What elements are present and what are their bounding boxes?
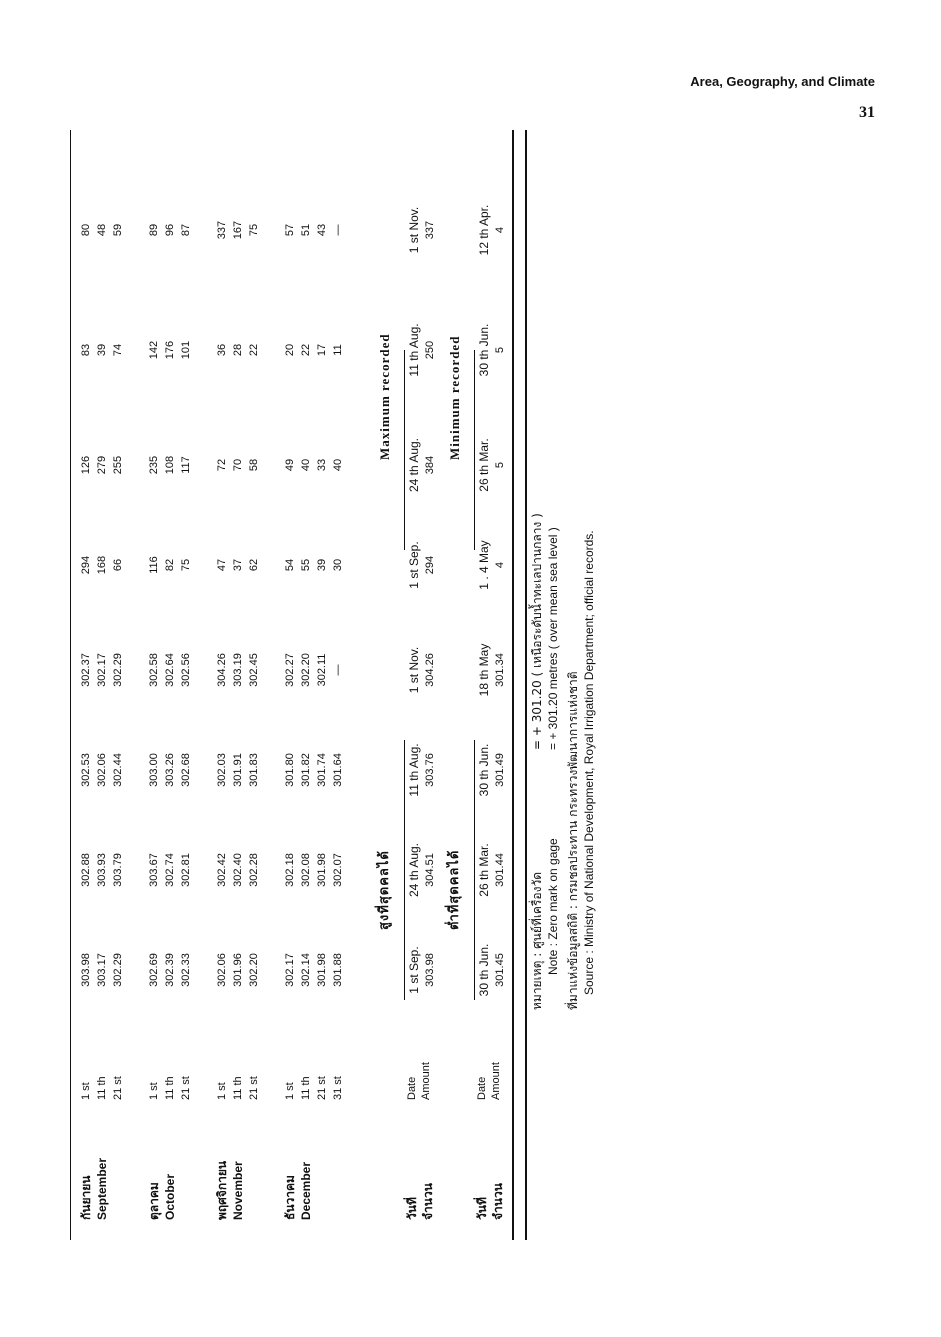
min-date: 18 th May <box>477 643 491 697</box>
table-cell: 83 <box>80 343 92 357</box>
table-cell: 59 <box>112 223 124 237</box>
table-cell: 301.98 <box>316 953 328 987</box>
min-date: 1 . 4 May <box>477 540 491 590</box>
table-cell: 20 <box>284 343 296 357</box>
table-cell: 39 <box>316 558 328 572</box>
table-cell: 49 <box>284 458 296 472</box>
max-date: 24 th Aug. <box>407 842 421 898</box>
table-cell: 302.40 <box>232 853 244 887</box>
max-date: 1 st Sep. <box>407 541 421 589</box>
max-title: Maximum recorded <box>377 333 392 460</box>
table-cell: 70 <box>232 458 244 472</box>
max-amount: 337 <box>424 220 436 240</box>
table-cell: 302.53 <box>80 753 92 787</box>
table-cell: 101 <box>180 340 192 360</box>
table-cell: 28 <box>232 343 244 357</box>
day-label: 11 th <box>96 1076 108 1100</box>
table-cell: 302.20 <box>300 653 312 687</box>
table-cell: 302.33 <box>180 953 192 987</box>
min-amount: 301.49 <box>494 753 506 787</box>
max-amount: 304.26 <box>424 653 436 687</box>
month-thai-label: กันยายน <box>79 1175 93 1220</box>
table-cell: 303.93 <box>96 853 108 887</box>
day-label: 1 st <box>148 1082 160 1100</box>
table-cell: 302.64 <box>164 653 176 687</box>
table-cell: 303.67 <box>148 853 160 887</box>
table-cell: 301.83 <box>248 753 260 787</box>
max-date-label-thai: วันที่ <box>405 1197 419 1220</box>
max-thai-title: สูงที่สุดคลได้ <box>377 850 392 930</box>
min-title-rule-right <box>474 350 475 550</box>
table-cell: 40 <box>332 458 344 472</box>
day-label: 1 st <box>284 1082 296 1100</box>
table-cell: 17 <box>316 343 328 357</box>
day-label: 1 st <box>80 1082 92 1100</box>
table-cell: 337 <box>216 220 228 240</box>
table-cell: 54 <box>284 558 296 572</box>
min-amount: 301.34 <box>494 653 506 687</box>
table-cell: 116 <box>148 556 160 574</box>
max-date-label: Date <box>406 1076 418 1100</box>
table-cell: 302.06 <box>216 953 228 987</box>
day-label: 11 th <box>232 1076 244 1100</box>
table-cell: 302.07 <box>332 853 344 887</box>
rotated-table <box>70 130 630 1230</box>
table-cell: 301.98 <box>316 853 328 887</box>
table-cell: 302.81 <box>180 853 192 887</box>
table-cell: 301.88 <box>332 953 344 987</box>
table-cell: 22 <box>248 343 260 357</box>
min-amount-label-thai: จำนวน <box>491 1183 505 1220</box>
table-cell: 302.45 <box>248 653 260 687</box>
max-date: 1 st Nov. <box>407 206 421 254</box>
table-cell: 117 <box>180 456 192 474</box>
group-divider <box>70 800 71 895</box>
thai-source: ที่มาแห่งข้อมูลสถิติ : กรมชลประทาน กระทรวงพัฒนาการแห่งชาติ <box>566 671 580 1010</box>
month-thai-label: ตุลาคม <box>147 1182 161 1220</box>
max-amount: 304.51 <box>424 853 436 887</box>
table-cell: 75 <box>248 223 260 237</box>
max-date: 24 th Aug. <box>407 437 421 493</box>
max-amount: 384 <box>424 455 436 475</box>
table-cell: 176 <box>164 340 176 360</box>
table-cell: 47 <box>216 558 228 572</box>
group-divider <box>70 590 71 685</box>
table-cell: 302.42 <box>216 853 228 887</box>
table-cell: 142 <box>148 340 160 360</box>
table-cell: 302.20 <box>248 953 260 987</box>
table-cell: 302.17 <box>96 653 108 687</box>
table-cell: 302.68 <box>180 753 192 787</box>
min-title-rule <box>474 740 475 1000</box>
table-cell: 302.14 <box>300 953 312 987</box>
max-date: 11 th Aug. <box>407 743 421 797</box>
table-cell: 11 <box>332 344 344 356</box>
table-cell: 37 <box>232 558 244 572</box>
min-date: 30 th Jun. <box>477 743 491 797</box>
table-cell: 302.27 <box>284 653 296 687</box>
table-cell: 108 <box>164 455 176 475</box>
table-cell: 303.79 <box>112 853 124 887</box>
table-cell: 302.29 <box>112 653 124 687</box>
max-amount: 303.76 <box>424 753 436 787</box>
table-cell: 126 <box>80 455 92 475</box>
table-cell: 279 <box>96 455 108 475</box>
table-cell: 302.74 <box>164 853 176 887</box>
table-rule-top <box>525 130 527 1240</box>
table-cell: 87 <box>180 223 192 237</box>
table-cell: 304.26 <box>216 653 228 687</box>
table-cell: 57 <box>284 223 296 237</box>
min-amount: 4 <box>494 226 506 234</box>
max-title-rule <box>404 740 405 1000</box>
table-cell: 58 <box>248 458 260 472</box>
page-number: 31 <box>859 104 875 121</box>
day-label: 11 th <box>300 1076 312 1100</box>
max-amount-label: Amount <box>420 1062 432 1100</box>
min-amount: 301.45 <box>494 953 506 987</box>
month-english-label: October <box>163 1173 177 1220</box>
table-cell: 39 <box>96 343 108 357</box>
table-cell: 302.28 <box>248 853 260 887</box>
thai-note-value: = + 301.20 ( เหนือระดับน้ำทะเลปานกลาง ) <box>530 513 544 750</box>
table-cell: 294 <box>80 555 92 575</box>
table-cell: 302.18 <box>284 853 296 887</box>
min-date: 30 th Jun. <box>477 323 491 377</box>
min-date: 26 th Mar. <box>477 438 491 492</box>
source: Source : Ministry of National Development, Royal Irrigation Department; official records. <box>582 530 596 995</box>
min-amount: 301.44 <box>494 853 506 887</box>
table-cell: 303.98 <box>80 953 92 987</box>
table-cell: — <box>332 664 344 676</box>
min-date-label-thai: วันที่ <box>475 1197 489 1220</box>
max-title-rule-right <box>404 350 405 550</box>
table-cell: 301.96 <box>232 953 244 987</box>
max-amount: 303.98 <box>424 953 436 987</box>
table-cell: 80 <box>80 223 92 237</box>
table-cell: 302.08 <box>300 853 312 887</box>
table-cell: 301.91 <box>232 753 244 787</box>
max-date: 1 st Sep. <box>407 946 421 994</box>
min-date-label: Date <box>476 1076 488 1100</box>
min-date: 26 th Mar. <box>477 843 491 897</box>
min-date: 12 th Apr. <box>477 204 491 256</box>
table-cell: 82 <box>164 558 176 572</box>
table-cell: 302.56 <box>180 653 192 687</box>
max-date: 1 st Nov. <box>407 646 421 694</box>
table-cell: 301.64 <box>332 753 344 787</box>
table-cell: 167 <box>232 220 244 240</box>
group-divider <box>70 920 71 1020</box>
min-thai-title: ต่ำที่สุดคลได้ <box>447 849 462 930</box>
month-thai-label: พฤศจิกายน <box>215 1160 229 1220</box>
table-cell: 255 <box>112 455 124 475</box>
thai-note: หมายเหตุ : ศูนย์ที่เครื่องวัด <box>530 872 544 1010</box>
day-label: 21 st <box>180 1076 192 1100</box>
table-cell: 33 <box>316 458 328 472</box>
day-label: 11 th <box>164 1076 176 1100</box>
table-cell: — <box>332 224 344 236</box>
table-cell: 66 <box>112 558 124 572</box>
table-cell: 75 <box>180 558 192 572</box>
table-cell: 55 <box>300 558 312 572</box>
table-cell: 51 <box>300 223 312 237</box>
table-cell: 303.00 <box>148 753 160 787</box>
day-label: 1 st <box>216 1082 228 1100</box>
table-cell: 303.26 <box>164 753 176 787</box>
min-title: Minimum recorded <box>447 335 462 460</box>
table-cell: 72 <box>216 458 228 472</box>
table-cell: 302.17 <box>284 953 296 987</box>
day-label: 31 st <box>332 1076 344 1100</box>
table-cell: 43 <box>316 223 328 237</box>
table-cell: 48 <box>96 223 108 237</box>
table-cell: 302.03 <box>216 753 228 787</box>
table-cell: 302.39 <box>164 953 176 987</box>
table-cell: 74 <box>112 343 124 357</box>
group-divider <box>70 460 71 555</box>
table-cell: 301.74 <box>316 753 328 787</box>
min-date: 30 th Jun. <box>477 943 491 997</box>
table-cell: 36 <box>216 343 228 357</box>
table-cell: 302.58 <box>148 653 160 687</box>
table-cell: 302.37 <box>80 653 92 687</box>
max-amount: 294 <box>424 555 436 575</box>
month-english-label: November <box>231 1161 245 1220</box>
table-cell: 235 <box>148 455 160 475</box>
month-english-label: December <box>299 1161 313 1220</box>
table-cell: 62 <box>248 558 260 572</box>
max-amount-label-thai: จำนวน <box>421 1183 435 1220</box>
table-cell: 302.44 <box>112 753 124 787</box>
table-cell: 301.82 <box>300 753 312 787</box>
day-label: 21 st <box>112 1076 124 1100</box>
min-amount: 4 <box>494 561 506 569</box>
day-label: 21 st <box>248 1076 260 1100</box>
table-cell: 303.19 <box>232 653 244 687</box>
table-cell: 302.88 <box>80 853 92 887</box>
table-cell: 168 <box>96 555 108 575</box>
month-english-label: September <box>95 1157 109 1220</box>
running-header: Area, Geography, and Climate <box>690 74 875 89</box>
month-thai-label: ธันวาคม <box>283 1175 297 1220</box>
group-divider <box>70 255 71 350</box>
table-cell: 30 <box>332 558 344 572</box>
table-rule-end <box>512 130 514 1240</box>
table-cell: 301.80 <box>284 753 296 787</box>
min-amount-label: Amount <box>490 1062 502 1100</box>
day-label: 21 st <box>316 1076 328 1100</box>
table-cell: 302.11 <box>316 653 328 687</box>
table-cell: 302.29 <box>112 953 124 987</box>
note: Note : Zero mark on gage <box>546 838 560 975</box>
table-cell: 303.17 <box>96 953 108 987</box>
table-cell: 302.69 <box>148 953 160 987</box>
table-cell: 89 <box>148 223 160 237</box>
note-value: = + 301.20 metres ( over mean sea level ) <box>546 527 560 750</box>
min-amount: 5 <box>494 461 506 469</box>
min-amount: 5 <box>494 346 506 354</box>
table-cell: 40 <box>300 458 312 472</box>
table-cell: 96 <box>164 223 176 237</box>
max-date: 11 th Aug. <box>407 323 421 377</box>
max-amount: 250 <box>424 340 436 360</box>
table-cell: 302.06 <box>96 753 108 787</box>
table-cell: 22 <box>300 343 312 357</box>
